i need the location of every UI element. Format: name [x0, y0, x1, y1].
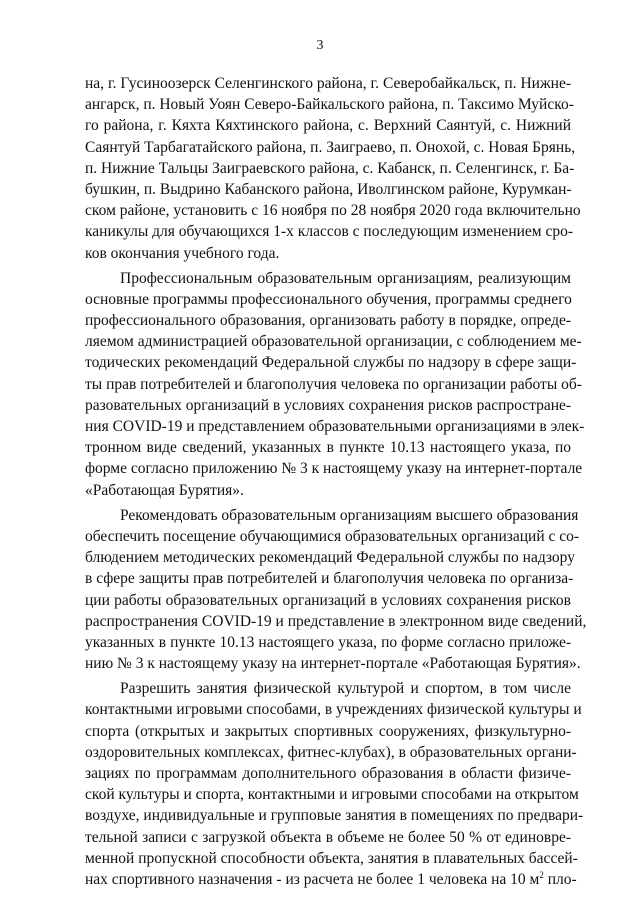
text-line: Профессиональным образовательным организациям, реализующим	[120, 269, 571, 287]
text-line: ты прав потребителей и благополучия человека по организации работы об-	[85, 375, 582, 393]
text-line: форме согласно приложению № 3 к настоящему указу на интернет-портале	[85, 460, 583, 478]
text-line: ангарск, п. Новый Уоян Северо-Байкальского района, п. Таксимо Муйско-	[85, 96, 574, 114]
text-line: ния COVID-19 и представлением образовательными организациями в элек-	[85, 418, 585, 435]
text-line: Саянтуй Тарбагатайского района, п. Заиграево, п. Онохой, с. Новая Брянь,	[85, 138, 576, 156]
text-line-part: пло-	[547, 870, 577, 888]
paragraph-professional-organizations	[85, 268, 585, 501]
paragraph-higher-education	[85, 505, 587, 675]
text-line: на, г. Гусиноозерск Селенгинского района, г. Северобайкальск, п. Нижне-	[85, 75, 571, 92]
text-line: в сфере защиты прав потребителей и благополучия человека по организа-	[85, 570, 574, 588]
text-line: ков окончания учебного года.	[85, 244, 280, 262]
text-line: менной пропускной способности объекта, занятия в плавательных бассей-	[85, 849, 578, 867]
text-line: «Работающая Бурятия».	[85, 481, 244, 499]
document-text	[85, 73, 587, 890]
text-line: обеспечить посещение обучающимися образовательных организаций с со-	[85, 527, 580, 545]
text-line: ции работы образовательных организаций в условиях сохранения рисков	[85, 591, 571, 609]
paragraph-continuation	[85, 73, 581, 264]
text-line: тодических рекомендаций Федеральной службы по надзору в сфере защи-	[85, 354, 577, 372]
text-line: спорта (открытых и закрытых спортивных сооружениях, физкультурно-	[85, 722, 571, 740]
text-line: профессионального образования, организовать работу в порядке, опреде-	[85, 312, 571, 330]
text-line: контактными игровыми способами, в учреждениях физической культуры и	[85, 701, 582, 719]
text-line-part: нах спортивного назначения - из расчета не более 1 человека на 10 м	[85, 870, 540, 888]
text-line: п. Нижние Тальцы Заиграевского района, с. Кабанск, п. Селенгинск, г. Ба-	[85, 159, 575, 177]
superscript: 2	[539, 869, 544, 880]
text-line: указанных в пункте 10.13 настоящего указа, по форме согласно приложе-	[85, 633, 571, 651]
text-line: блюдением методических рекомендаций Федеральной службы по надзору	[85, 549, 575, 567]
text-line: Разрешить занятия физической культурой и спортом, в том числе	[120, 680, 571, 698]
text-line: ляемом администрацией образовательной организации, с соблюдением ме-	[85, 333, 582, 351]
text-line: зациях по программам дополнительного образования в области физиче-	[85, 765, 571, 782]
text-line: ском районе, установить с 16 ноября по 28 ноября 2020 года включительно	[85, 202, 581, 220]
text-line: основные программы профессионального обучения, программы среднего	[85, 290, 572, 308]
text-line: тельной записи с загрузкой объекта в объеме не более 50 % от единовре-	[85, 828, 571, 846]
paragraph-sports	[85, 678, 584, 890]
text-line: распространения COVID-19 и представление в электронном виде сведений,	[85, 612, 587, 630]
text-line: каникулы для обучающихся 1-х классов с последующим изменением сро-	[85, 223, 574, 241]
text-line: нию № 3 к настоящему указу на интернет-портале «Работающая Бурятия».	[85, 655, 581, 673]
page-number: 3	[316, 38, 324, 53]
text-line	[85, 869, 577, 890]
text-line: воздухе, индивидуальные и групповые занятия в помещениях по предвари-	[85, 807, 584, 825]
text-line: го района, г. Кяхта Кяхтинского района, с. Верхний Саянтуй, с. Нижний	[85, 117, 571, 135]
text-line: Рекомендовать образовательным организациям высшего образования	[120, 506, 579, 524]
text-line: тронном виде сведений, указанных в пункте 10.13 настоящего указа, по	[85, 439, 571, 457]
text-line: ской культуры и спорта, контактными и игровыми способами на открытом	[85, 786, 579, 804]
text-line: оздоровительных комплексах, фитнес-клубах), в образовательных органи-	[85, 743, 577, 761]
text-line: разовательных организаций в условиях сохранения рисков распростране-	[85, 396, 572, 414]
text-line: бушкин, п. Выдрино Кабанского района, Иволгинском районе, Курумкан-	[85, 180, 572, 198]
